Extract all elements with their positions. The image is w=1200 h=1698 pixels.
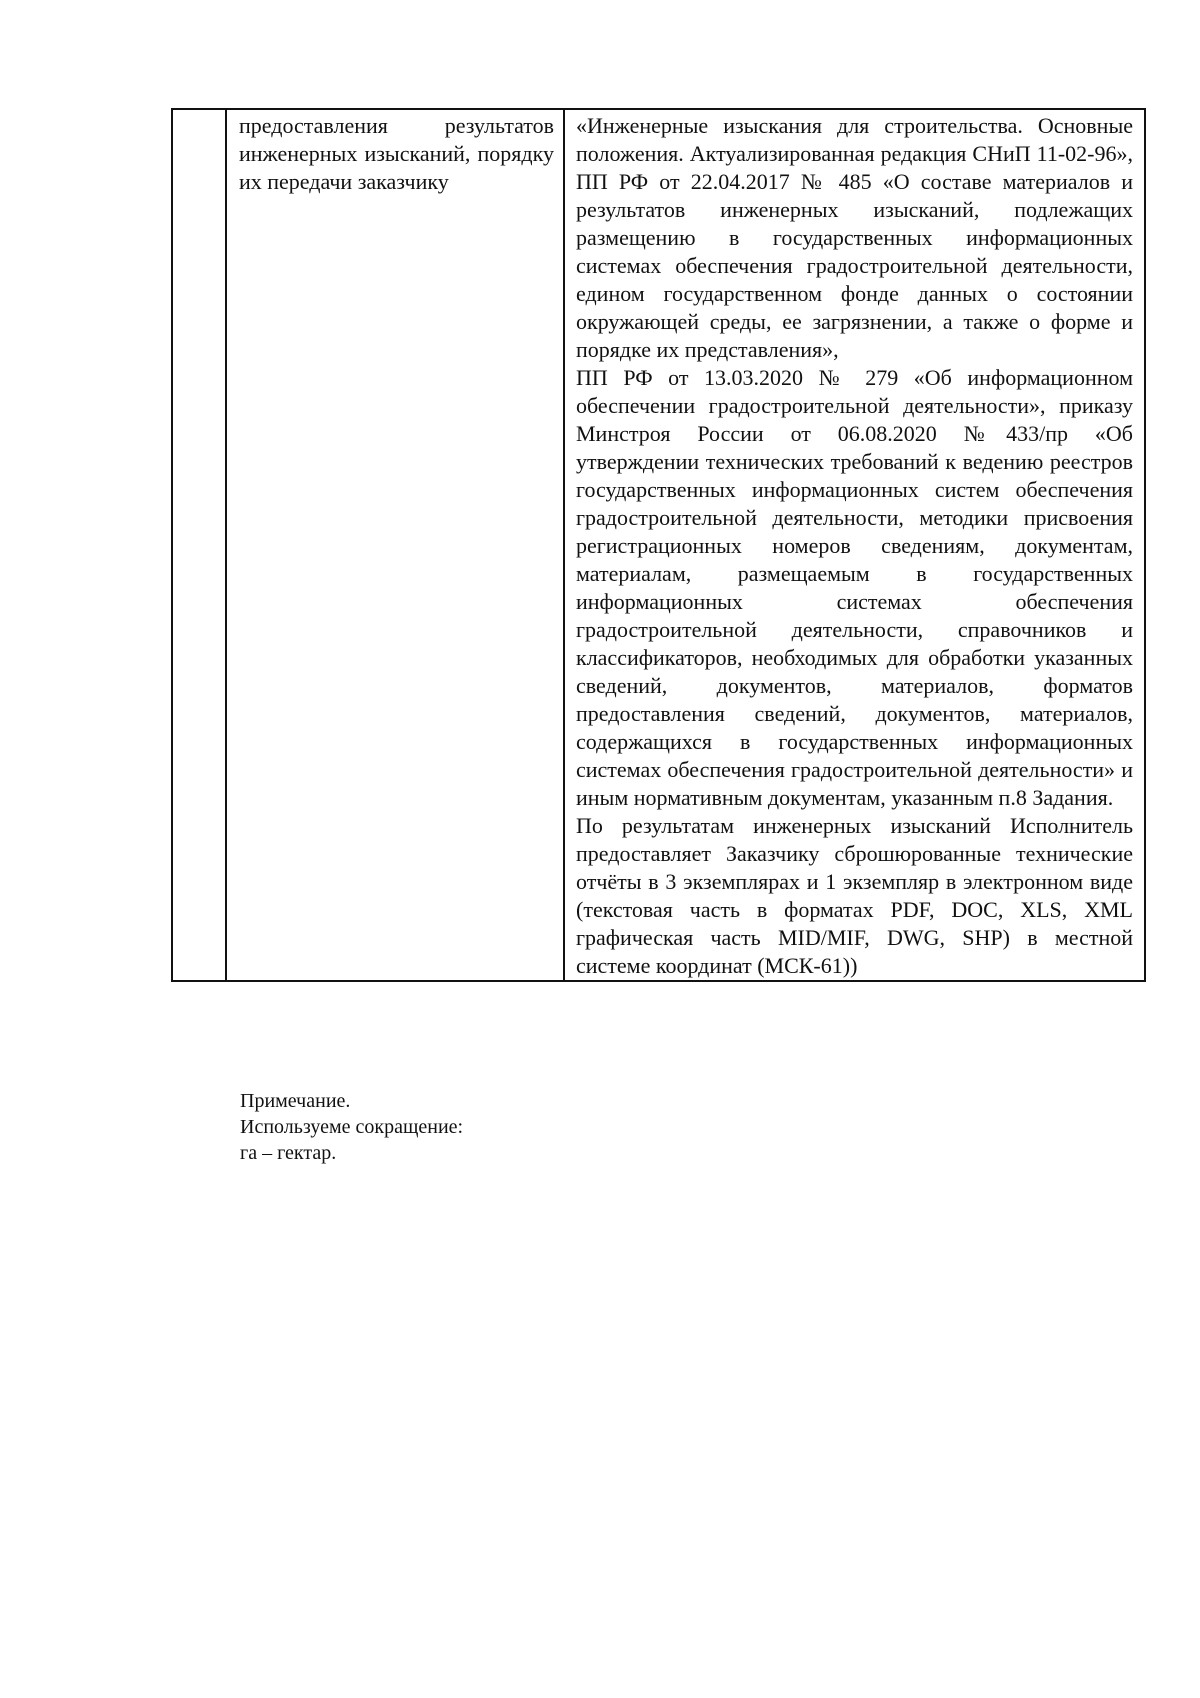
note-block xyxy=(240,1088,463,1166)
note-abbreviation-heading: Используеме сокращение: xyxy=(240,1116,464,1138)
description-paragraph-1: «Инженерные изыскания для строительства. Основные положения. Актуализированная редакция СНиП 11-02-96», ПП РФ от 22.04.2017 № 485 «О составе материалов и результатов инженерных изысканий, подлежащих размещению в государственных информационных системах обеспечения градостроительной деятельности, едином государственном фонде данных о состоянии окружающей среды, ее загрязнении, а также о форме и порядке их представления», xyxy=(576,113,1133,362)
description-block xyxy=(565,110,1144,980)
description-paragraph-2: ПП РФ от 13.03.2020 № 279 «Об информационном обеспечении градостроительной деятельности», приказу Минстроя России от 06.08.2020 №433/пр «Об утверждении технических требований к ведению реестров государственных информационных систем обеспечения градостроительной деятельности, методики присвоения регистрационных номеров сведениям, документам, материалам, размещаемым в государственных информационных системах обеспечения градостроительной деятельности, справочников и классификаторов, необходимых для обработки указанных сведений, документов, материалов, форматов предоставления сведений, документов, материалов, содержащихся в государственных информационных системах обеспечения градостроительной деятельности» и иным нормативным документам, указанным п.8 Задания. xyxy=(576,365,1133,810)
description-paragraph-3: По результатам инженерных изысканий Исполнитель предоставляет Заказчику сброшюрованные технические отчёты в 3 экземплярах и 1 экземпляр в электронном виде (текстовая часть в форматах PDF, DOC, XLS, XML графическая часть MID/MIF, DWG, SHP) в местной системе координат (МСК-61)) xyxy=(576,813,1133,978)
table-cell-description xyxy=(564,109,1145,981)
note-abbreviation-item: га – гектар. xyxy=(240,1142,337,1164)
table-cell-requirement xyxy=(226,109,564,981)
note-title: Примечание. xyxy=(240,1090,351,1112)
requirement-text: предоставления результатов инженерных изысканий, порядку их передачи заказчику xyxy=(239,113,554,194)
table-row xyxy=(172,109,1145,981)
table-cell-number xyxy=(172,109,226,981)
requirements-table xyxy=(171,108,1146,982)
